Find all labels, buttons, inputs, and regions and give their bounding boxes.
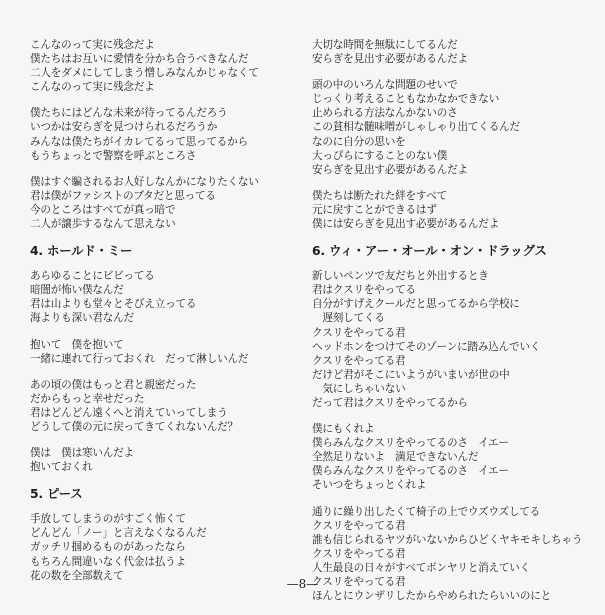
lyric-line: 抱いておくれ: [30, 461, 93, 474]
lyric-line: そいつをちょっとくれよ: [312, 479, 427, 492]
lyric-line: 新しいペンツで友だちと外出するとき: [312, 270, 489, 283]
lyric-line: 止められる方法なんかないのさ: [312, 107, 458, 120]
lyric-line: 僕は 僕は寒いんだよ: [30, 447, 134, 460]
lyric-line: 大っぴらにすることのない僕: [312, 149, 448, 162]
lyric-line: 花の数を全部数えて: [30, 569, 124, 582]
lyric-stanza: [30, 446, 300, 474]
lyric-line: みんなは僕たちがイカレてるって思ってるから: [30, 135, 248, 148]
lyric-line: 手放してしまうのがすごく怖くて: [30, 513, 186, 526]
lyric-line: 君はどんどん遠くへと消えていってしまう: [30, 406, 228, 419]
lyric-line: 二人をダメにしてしまう憎しみなんかじゃなくて: [30, 67, 259, 80]
lyric-line: こんなのって実に残念だよ: [30, 39, 155, 51]
lyric-line: もちろん間違いなく代金は払うよ: [30, 555, 186, 568]
lyric-line: 僕にもくれよ: [312, 423, 375, 436]
lyric-line: ヘッドホンをつけてそのゾーンに踏み込んでいく: [312, 340, 541, 353]
lyric-line: 全然足りないよ 満足できないんだ: [312, 451, 479, 464]
lyric-line: 暗闇が怖い僕なんだ: [30, 284, 124, 297]
lyric-line: 安らぎを見出す必要があるんだよ: [312, 163, 468, 176]
lyric-line: 一緒に連れて行っておくれ だって淋しいんだ: [30, 352, 249, 365]
lyric-line: 僕には安らぎを見出す必要があるんだよ: [312, 218, 500, 231]
lyric-line: 頭の中のいろんな問題のせいで: [312, 79, 458, 92]
lyric-stanza: [30, 269, 300, 325]
lyric-stanza: [30, 106, 300, 162]
lyric-line: 僕たちはお互いに愛情を分かち合うべきなんだ: [30, 53, 249, 66]
lyric-line: あらゆることにビビってる: [30, 270, 155, 283]
lyric-line: 海よりも深い君なんだ: [30, 312, 134, 325]
lyrics-column-left: [30, 38, 300, 595]
lyric-line: この貧相な髄味噌がしゃしゃり出てくるんだ: [312, 121, 520, 134]
lyric-line: 僕たちは断たれた絆をすべて: [312, 189, 447, 202]
lyric-line: 僕たちにはどんな未来が待ってるんだろう: [30, 107, 228, 120]
lyric-stanza: [312, 38, 597, 66]
lyric-line: だけど君がそこにいようがいまいが世の中: [312, 368, 510, 381]
lyric-stanza: [30, 512, 300, 582]
lyrics-column-right: [312, 38, 597, 615]
lyric-line: 抱いて 僕を抱いて: [30, 338, 124, 351]
lyric-line: 気にしちゃいない: [312, 382, 406, 395]
song-title: 6. ウィ・アー・オール・オン・ドラッグス: [312, 243, 547, 259]
lyric-line: クスリをやってる君: [312, 576, 406, 588]
lyric-line: 君は山よりも堂々とそびえ立ってる: [30, 298, 197, 311]
lyric-line: なのに自分の思いを: [312, 135, 406, 148]
lyric-stanza: [312, 78, 597, 177]
lyric-line: もうちょっとで警察を呼ぶところさ: [30, 149, 197, 162]
lyric-line: 二人が譲歩するなんて思えない: [30, 218, 176, 231]
song-title: 4. ホールド・ミー: [30, 243, 133, 259]
lyric-line: 誰も信じられるヤツがいないからひどくヤキモキしちゃう: [312, 533, 583, 546]
lyric-line: じっくり考えることもなかなかできない: [312, 93, 500, 106]
lyric-stanza: [30, 38, 300, 94]
lyric-stanza: [312, 422, 597, 492]
lyric-line: 僕はすぐ騙されるお人好しなんかになりたくない: [30, 175, 259, 188]
lyric-stanza: [312, 189, 597, 231]
lyric-line: ガッチリ掴めるものがあったなら: [30, 541, 186, 554]
lyric-line: だって君はクスリをやってるから: [312, 396, 468, 409]
lyric-line: 大切な時間を無駄にしてるんだ: [312, 39, 458, 51]
lyric-line: 安らぎを見出す必要があるんだよ: [312, 53, 468, 66]
lyric-line: 君は僕がファシストのブタだと思ってる: [30, 189, 216, 202]
lyric-line: 君はクスリをやってる: [312, 284, 416, 297]
lyric-line: だからもっと幸せだった: [30, 392, 145, 405]
lyric-line: 僕らみんなクスリをやってるのさ イエー: [312, 437, 509, 450]
lyric-line: クスリをやってる君: [312, 326, 406, 339]
lyric-line: 遅刻してくる: [312, 312, 385, 325]
lyric-line: 僕らみんなクスリをやってるのさ イエー: [312, 465, 509, 478]
lyric-line: クスリをやってる君: [312, 519, 406, 532]
lyric-line: どんどん「ノー」と言えなくなるんだ: [30, 527, 207, 540]
lyric-stanza: [30, 175, 300, 231]
lyric-stanza: [30, 378, 300, 434]
lyric-stanza: [312, 269, 597, 410]
lyric-line: 人生最良の日々がすべてボンヤリと消えていく: [312, 561, 531, 574]
page-number: —8—: [286, 577, 319, 591]
song-title: 5. ピース: [30, 486, 83, 502]
lyric-line: クスリをやってる君: [312, 354, 406, 367]
lyric-line: どうして僕の元に戻ってきてくれないんだ？: [30, 420, 238, 433]
lyric-line: こんなのって実に残念だよ: [30, 81, 155, 94]
lyric-line: いつかは安らぎを見つけられるだろうか: [30, 121, 218, 134]
lyric-line: ほんとにウンザリしたからやめられたらいいのにと: [312, 590, 552, 603]
lyric-line: クスリをやってる君: [312, 547, 406, 560]
lyric-line: 元に戻すことができるはず: [312, 203, 437, 216]
lyric-stanza: [30, 338, 300, 366]
lyric-line: 自分がすげえクールだと思ってるから学校に: [312, 298, 520, 311]
lyric-line: あの頃の僕はもっと君と親密だった: [30, 378, 197, 391]
lyric-line: 通りに繰り出したくて椅子の上でウズウズしてる: [312, 505, 541, 518]
lyric-line: 今のところはすべてが真っ暗で: [30, 203, 176, 216]
